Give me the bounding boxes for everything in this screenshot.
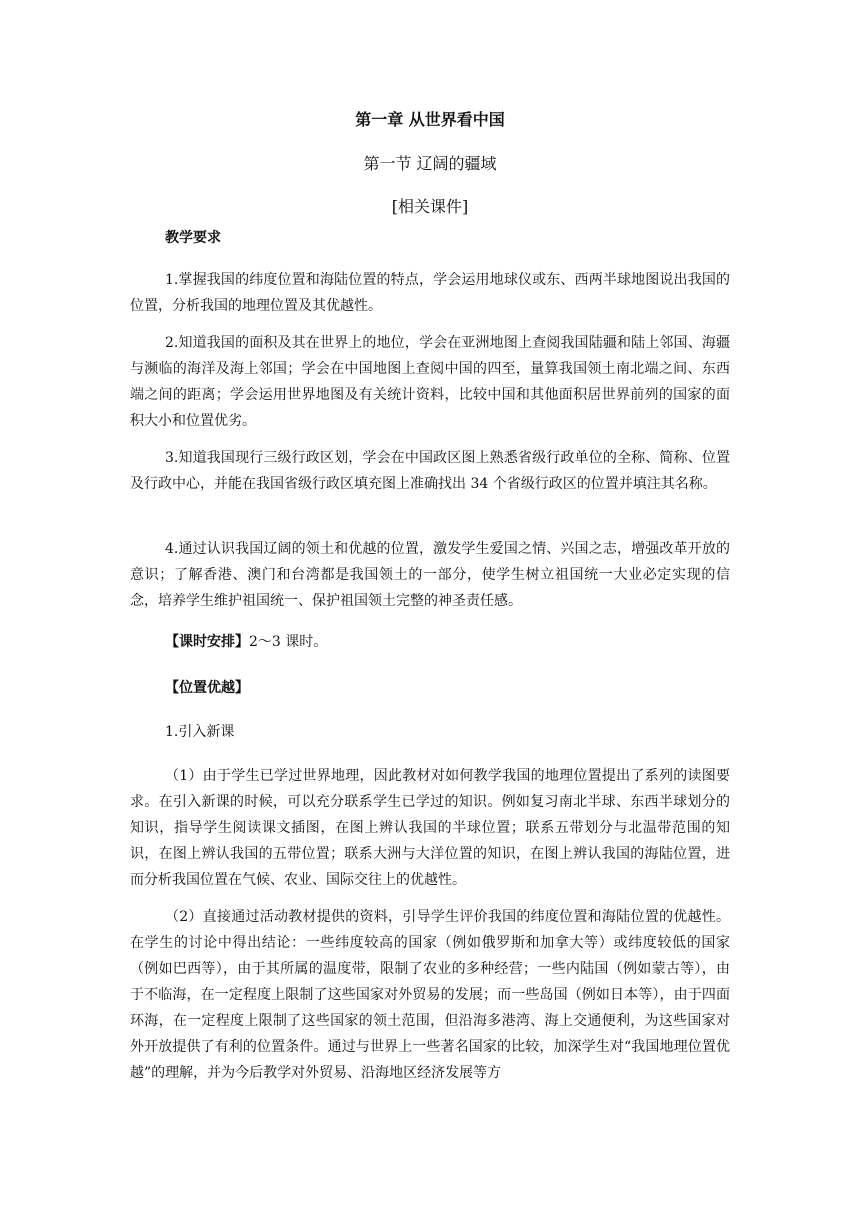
requirement-paragraph-4: 4.通过认识我国辽阔的领土和优越的位置，激发学生爱国之情、兴国之志，增强改革开放的意识；了解香港、澳门和台湾都是我国领土的一部分，使学生树立祖国统一大业必定实现的信念，培养学生维护祖国统一、保护祖国领土完整的神圣责任感。	[130, 541, 730, 609]
class-schedule-label: 【课时安排】	[165, 634, 249, 650]
chapter-title: 第一章 从世界看中国	[355, 110, 505, 129]
body-paragraph-2: （2）直接通过活动教材提供的资料，引导学生评价我国的纬度位置和海陆位置的优越性。在学生的讨论中得出结论：一些纬度较高的国家（例如俄罗斯和加拿大等）或纬度较低的国家（例如巴西等），由于其所属的温度带，限制了农业的多种经营；一些内陆国（例如蒙古等），由于不临海，在一定程度上限制了这些国家对外贸易的发展；而一些岛国（例如日本等），由于四面环海，在一定程度上限制了这些国家的领土范围，但沿海多港湾、海上交通便利，为这些国家对外开放提供了有利的位置条件。通过与世界上一些著名国家的比较，加深学生对“我国地理位置优越”的理解，并为今后教学对外贸易、沿海地区经济发展等方	[130, 909, 730, 1081]
body-paragraph-1: （1）由于学生已学过世界地理，因此教材对如何教学我国的地理位置提出了系列的读图要求。在引入新课的时候，可以充分联系学生已学过的知识。例如复习南北半球、东西半球划分的知识，指导学生阅读课文插图，在图上辨认我国的半球位置；联系五带划分与北温带范围的知识，在图上辨认我国的五带位置；联系大洲与大洋位置的知识，在图上辨认我国的海陆位置，进而分析我国位置在气候、农业、国际交往上的优越性。	[130, 768, 730, 888]
requirement-paragraph-1: 1.掌握我国的纬度位置和海陆位置的特点，学会运用地球仪或东、西两半球地图说出我国的位置，分析我国的地理位置及其优越性。	[130, 272, 730, 314]
heading-location-advantage: 【位置优越】	[165, 680, 249, 696]
class-schedule	[165, 631, 327, 651]
requirement-paragraph-2: 2.知道我国的面积及其在世界上的地位，学会在亚洲地图上查阅我国陆疆和陆上邻国、海疆与濒临的海洋及海上邻国；学会在中国地图上查阅中国的四至，量算我国领土南北端之间、东西端之间的距离；学会运用世界地图及有关统计资料，比较中国和其他面积居世界前列的国家的面积大小和位置优劣。	[130, 335, 730, 429]
section-title: 第一节 辽阔的疆域	[363, 154, 497, 173]
courseware-link[interactable]: [相关课件]	[391, 197, 469, 216]
heading-teaching-requirements: 教学要求	[165, 230, 221, 246]
intro-item: 1.引入新课	[165, 724, 235, 740]
class-schedule-value: 2～3 课时。	[249, 634, 328, 650]
requirement-paragraph-3: 3.知道我国现行三级行政区划，学会在中国政区图上熟悉省级行政单位的全称、简称、位置及行政中心，并能在我国省级行政区填充图上准确找出 34 个省级行政区的位置并填注其名称。	[130, 450, 730, 492]
